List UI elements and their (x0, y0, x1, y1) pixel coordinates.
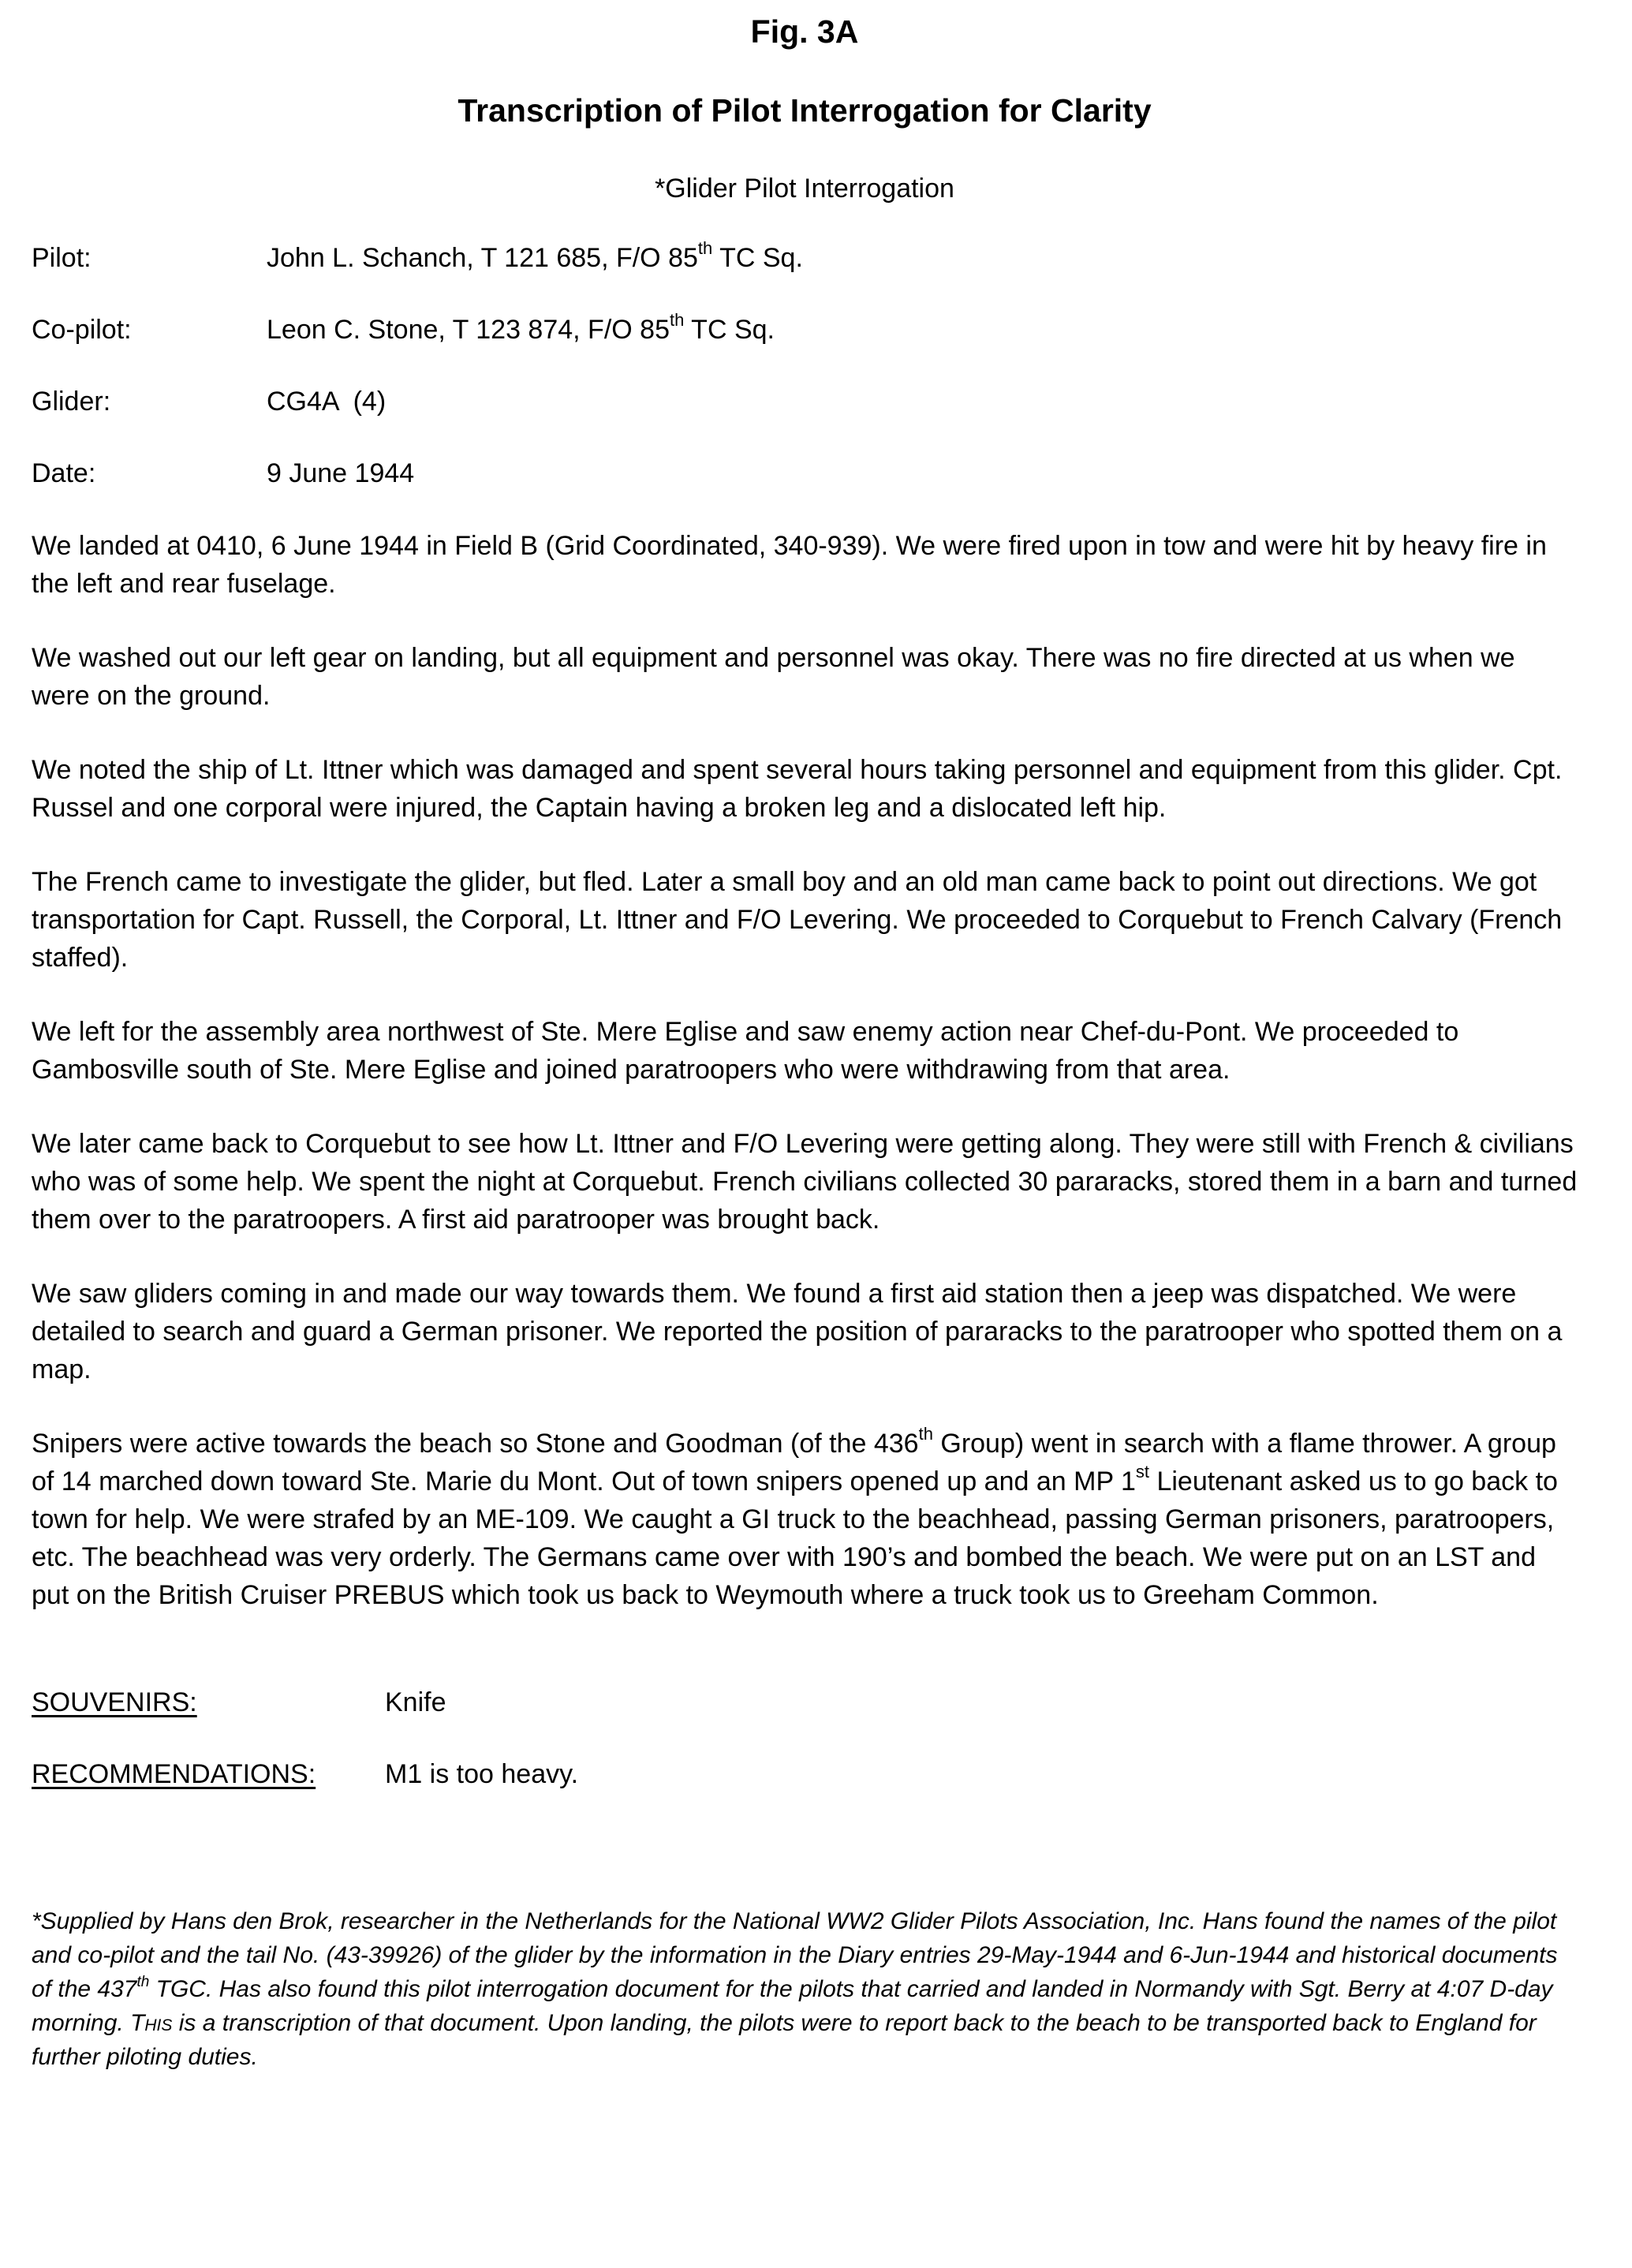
paragraph-ittner-ship: We noted the ship of Lt. Ittner which was damaged and spent several hours taking personnel and equipment from this glider. Cpt. Russel and one corporal were injured, the Captain having a broken leg and a dislocated left hip. (32, 755, 1563, 823)
copilot-value-sup: th (669, 310, 685, 330)
footnote-text-3: is a transcription of that document. Upon landing, the pilots were to report back to the beach to be transported back to England for further piloting duties. (32, 2010, 1537, 2070)
copilot-label: Co-pilot: (32, 315, 132, 345)
glider-value: CG4A (4) (267, 387, 387, 417)
paragraph-corquebut: We later came back to Corquebut to see how Lt. Ittner and F/O Levering were getting along. They were still with French & civilians who was of some help. We spent the night at Corquebut. French civilians collected 30 pararacks, stored them in a barn and turned them over to the paratroopers. A first aid paratrooper was brought back. (32, 1129, 1578, 1235)
pilot-value-sup: th (697, 238, 713, 258)
date-row (32, 454, 1578, 525)
document-title: Transcription of Pilot Interrogation for Clarity (457, 92, 1152, 129)
date-value: 9 June 1944 (267, 458, 415, 488)
interrogation-body (32, 527, 1578, 1650)
source-footnote (32, 1904, 1578, 2074)
snipers-text-2: Group) went in search with a flame thrower. A group of 14 marched down toward Ste. Marie du Mont. Out of town snipers opened up and an MP 1 (32, 1429, 1556, 1496)
copilot-value-text: Leon C. Stone, T 123 874, F/O 85 (267, 315, 670, 345)
souvenirs-row (32, 1683, 1578, 1754)
footnote-sup: th (136, 1974, 150, 1990)
paragraph-landing: We landed at 0410, 6 June 1944 in Field B (Grid Coordinated, 340-939). We were fired upon in tow and were hit by heavy fire in the left and rear fuselage. (32, 531, 1547, 599)
footnote-smallcaps: This (130, 2010, 173, 2036)
document-page (32, 0, 1578, 2268)
copilot-row (32, 310, 1578, 382)
interrogation-fields (32, 238, 1578, 525)
souvenirs-recommendations (32, 1683, 1578, 1826)
souvenirs-label: SOUVENIRS: (32, 1687, 197, 1717)
recommendations-label: RECOMMENDATIONS: (32, 1759, 316, 1789)
paragraph-snipers (32, 1425, 1578, 1614)
souvenirs-value: Knife (385, 1687, 446, 1717)
pilot-value-text: John L. Schanch, T 121 685, F/O 85 (267, 243, 698, 273)
document-subtitle: *Glider Pilot Interrogation (655, 174, 954, 204)
snipers-sup-2: st (1135, 1462, 1149, 1481)
paragraph-landing-gear: We washed out our left gear on landing, but all equipment and personnel was okay. There was no fire directed at us when we were on the ground. (32, 643, 1515, 711)
copilot-value-suffix: TC Sq. (684, 315, 775, 345)
snipers-sup-1: th (918, 1424, 933, 1444)
pilot-row (32, 238, 1578, 310)
copilot-value (267, 310, 775, 349)
paragraph-gliders: We saw gliders coming in and made our way towards them. We found a first aid station then a jeep was dispatched. We were detailed to search and guard a German prisoner. We reported the position of pararacks to the paratrooper who spotted them on a map. (32, 1279, 1563, 1384)
glider-row (32, 382, 1578, 454)
recommendations-value: M1 is too heavy. (385, 1759, 579, 1789)
snipers-text-1: Snipers were active towards the beach so Stone and Goodman (of the 436 (32, 1429, 919, 1459)
footnote-text-2: TGC. Has also found this pilot interrogation document for the pilots that carried and landed in Normandy with Sgt. Berry at 4:07 D-day morning. (32, 1976, 1553, 2036)
pilot-value (267, 238, 803, 278)
figure-label: Fig. 3A (750, 13, 859, 50)
recommendations-row (32, 1754, 1578, 1826)
footnote-text-1: *Supplied by Hans den Brok, researcher in the Netherlands for the National WW2 Glider Pilots Association, Inc. Hans found the names of the pilot and co-pilot and the tail No. (43-39926) of the glider by the information in the Diary entries 29-May-1944 and 6-Jun-1944 and historical documents of the 437 (32, 1908, 1558, 2002)
glider-label: Glider: (32, 387, 111, 417)
pilot-value-suffix: TC Sq. (712, 243, 803, 273)
paragraph-assembly-area: We left for the assembly area northwest of Ste. Mere Eglise and saw enemy action near Chef-du-Pont. We proceeded to Gambosville south of Ste. Mere Eglise and joined paratroopers who were withdrawing from that area. (32, 1017, 1459, 1085)
paragraph-french: The French came to investigate the glider, but fled. Later a small boy and an old man came back to point out directions. We got transportation for Capt. Russell, the Corporal, Lt. Ittner and F/O Levering. We proceeded to Corquebut to French Calvary (French staffed). (32, 867, 1563, 973)
date-label: Date: (32, 458, 96, 488)
pilot-label: Pilot: (32, 243, 91, 273)
snipers-text-3: Lieutenant asked us to go back to town for help. We were strafed by an ME-109. We caught a GI truck to the beachhead, passing German prisoners, paratroopers, etc. The beachhead was very orderly. The Germans came over with 190’s and bombed the beach. We were put on an LST and put on the British Cruiser PREBUS which took us back to Weymouth where a truck took us to Greeham Common. (32, 1467, 1558, 1610)
